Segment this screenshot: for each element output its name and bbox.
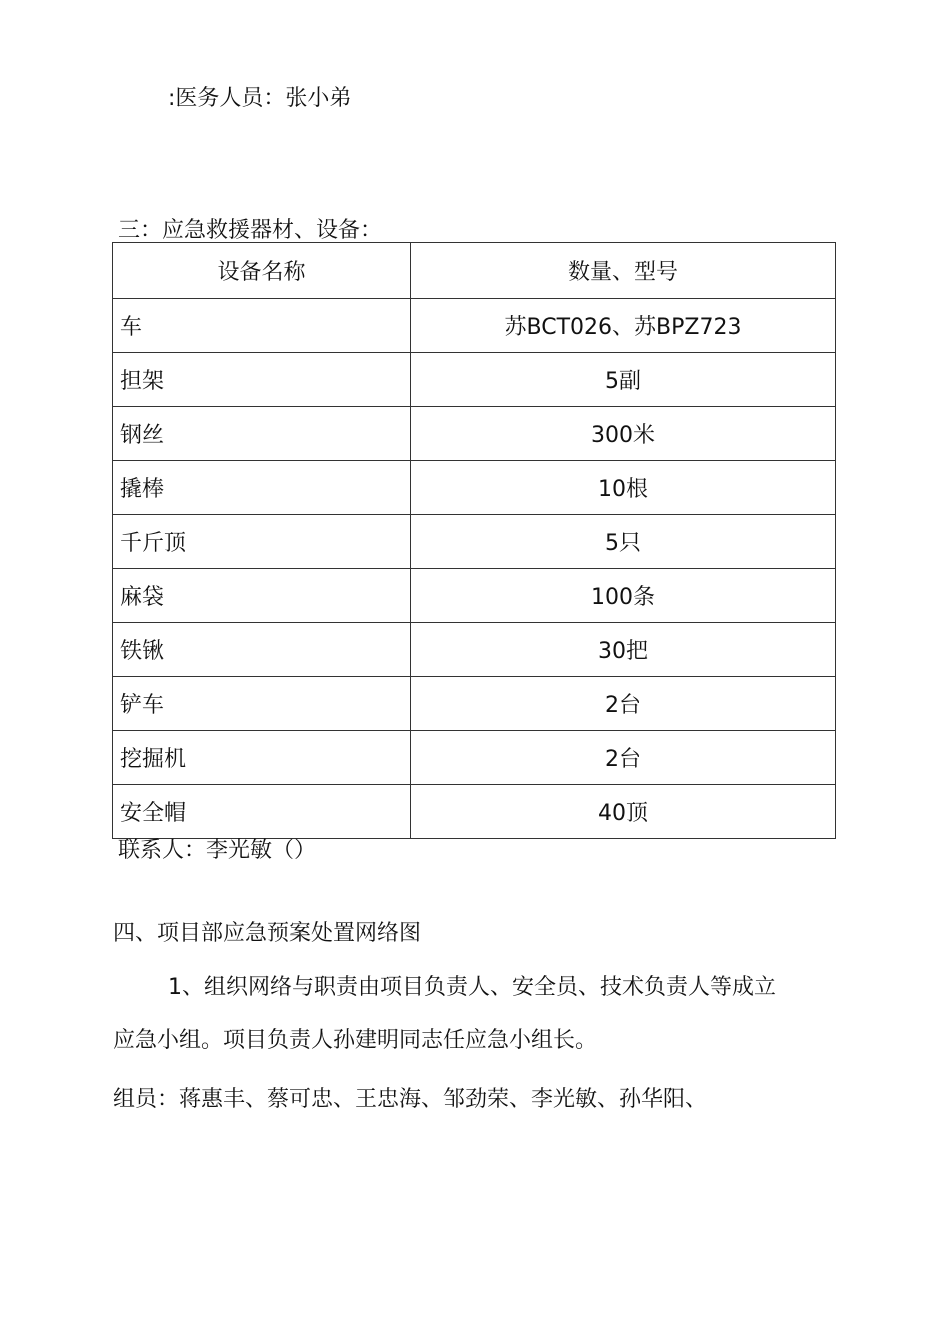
equipment-value-cell: 300米 [411,407,836,461]
equipment-name-cell: 担架 [113,353,411,407]
members-line: 组员：蒋惠丰、蔡可忠、王忠海、邹劲荣、李光敏、孙华阳、 [113,1087,708,1112]
equipment-value-cell: 40顶 [411,785,836,839]
equipment-name-cell: 铲车 [113,677,411,731]
equipment-value-cell: 2台 [411,731,836,785]
table-header-row [113,243,836,299]
table-row [113,407,836,461]
contact-line: 联系人：李光敏（） [118,838,317,863]
table-row [113,623,836,677]
equipment-value-cell: 30把 [411,623,836,677]
equipment-name-cell: 麻袋 [113,569,411,623]
equipment-value-cell: 10根 [411,461,836,515]
equipment-value-cell: 5副 [411,353,836,407]
equipment-name-cell: 铁锹 [113,623,411,677]
equipment-name-cell: 车 [113,299,411,353]
equipment-value-cell: 苏BCT026、苏BPZ723 [411,299,836,353]
paragraph-1-line-2: 应急小组。项目负责人孙建明同志任应急小组长。 [113,1028,598,1053]
section4-title: 四、项目部应急预案处置网络图 [113,921,422,946]
table-row [113,785,836,839]
section3-title: 三：应急救援器材、设备： [118,218,383,243]
equipment-value-cell: 5只 [411,515,836,569]
table-row [113,353,836,407]
equipment-value-cell: 100条 [411,569,836,623]
header-equipment-name: 设备名称 [113,243,411,299]
medical-staff-line: :医务人员：张小弟 [168,86,352,111]
header-quantity-model: 数量、型号 [411,243,836,299]
paragraph-1-line-1: 1、组织网络与职责由项目负责人、安全员、技术负责人等成立 [168,975,776,1000]
equipment-name-cell: 千斤顶 [113,515,411,569]
equipment-name-cell: 安全帽 [113,785,411,839]
equipment-table [112,242,836,839]
equipment-name-cell: 撬棒 [113,461,411,515]
equipment-value-cell: 2台 [411,677,836,731]
table-row [113,569,836,623]
equipment-name-cell: 挖掘机 [113,731,411,785]
table-row [113,299,836,353]
table-row [113,461,836,515]
equipment-name-cell: 钢丝 [113,407,411,461]
table-row [113,731,836,785]
table-row [113,677,836,731]
table-row [113,515,836,569]
